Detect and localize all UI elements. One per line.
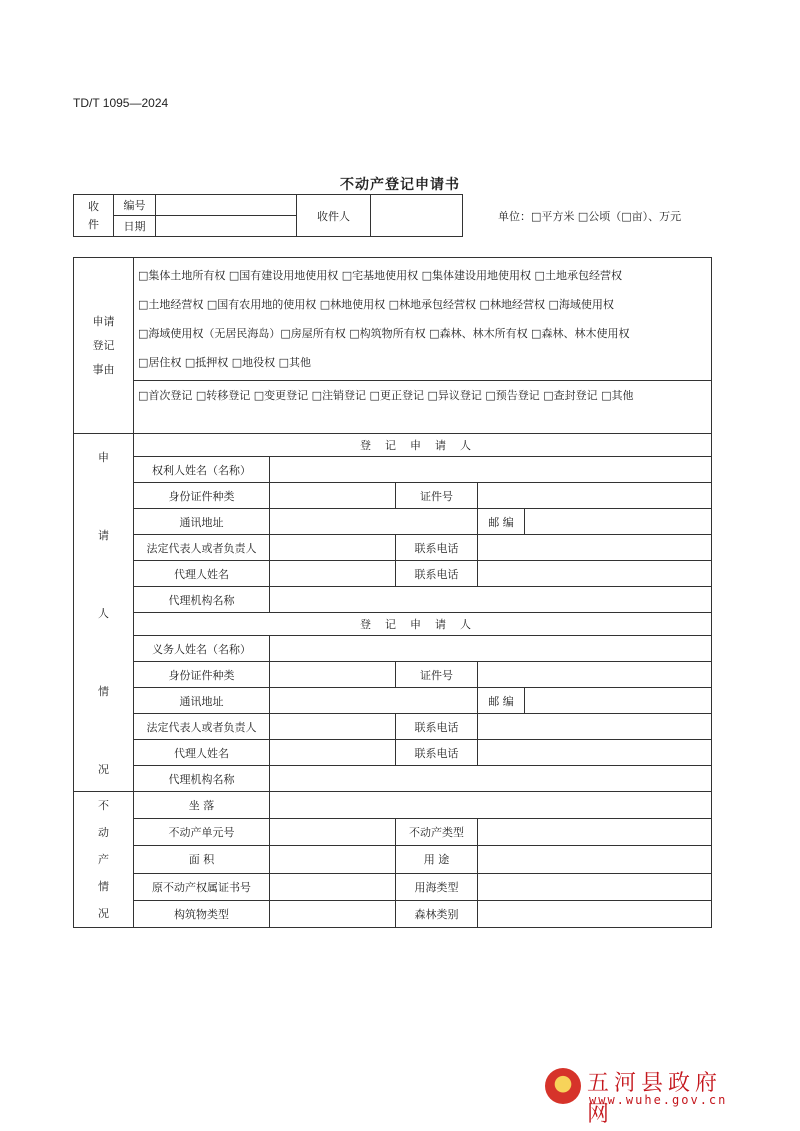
- location-label: 坐 落: [134, 792, 270, 819]
- emblem-icon: [545, 1068, 581, 1104]
- right-holder-phone-field[interactable]: [478, 535, 712, 561]
- page-title: 不动产登记申请书: [340, 177, 460, 193]
- right-holder-agent-label: 代理人姓名: [134, 561, 270, 587]
- orig-cert-field[interactable]: [270, 873, 396, 900]
- right-holder-id-type-field[interactable]: [270, 483, 396, 509]
- right-holder-address-field[interactable]: [270, 509, 478, 535]
- right-holder-agency-field[interactable]: [270, 587, 712, 613]
- right-holder-legal-rep-label: 法定代表人或者负责人: [134, 535, 270, 561]
- forest-type-field[interactable]: [478, 900, 712, 927]
- right-holder-agent-field[interactable]: [270, 561, 396, 587]
- right-holder-id-no-field[interactable]: [478, 483, 712, 509]
- number-field[interactable]: [156, 195, 297, 216]
- unit-note: 单位：□平方米 □公顷（□亩）、万元: [498, 210, 682, 223]
- standard-number: TD/T 1095—2024: [73, 96, 169, 110]
- application-form-table: [73, 257, 712, 928]
- obligor-name-field[interactable]: [270, 636, 712, 662]
- right-holder-postcode-label: 邮 编: [478, 509, 525, 535]
- date-field[interactable]: [156, 216, 297, 237]
- right-holder-phone2-label: 联系电话: [396, 561, 478, 587]
- receipt-table: [73, 194, 463, 237]
- obligor-address-label: 通讯地址: [134, 688, 270, 714]
- orig-cert-label: 原不动产权属证书号: [134, 873, 270, 900]
- obligor-name-label: 义务人姓名（名称）: [134, 636, 270, 662]
- logo-name: 五河县政府网: [587, 1071, 723, 1127]
- rights-line[interactable]: □土地经营权 □国有农用地的使用权 □林地使用权 □林地承包经营权 □林地经营权 □海域使用权: [138, 298, 614, 311]
- structure-type-label: 构筑物类型: [134, 900, 270, 927]
- rights-checklist[interactable]: [134, 258, 712, 381]
- obligor-agency-label: 代理机构名称: [134, 766, 270, 792]
- right-holder-name-label: 权利人姓名（名称）: [134, 457, 270, 483]
- use-label: 用 途: [396, 846, 478, 873]
- obligor-heading: 登记申请人: [134, 613, 712, 636]
- date-label: 日期: [114, 216, 156, 237]
- receiver-field[interactable]: [371, 195, 463, 237]
- unit-no-field[interactable]: [270, 819, 396, 846]
- sea-type-label: 用海类型: [396, 873, 478, 900]
- obligor-postcode-label: 邮 编: [478, 688, 525, 714]
- area-field[interactable]: [270, 846, 396, 873]
- right-holder-address-label: 通讯地址: [134, 509, 270, 535]
- right-holder-heading: 登记申请人: [134, 434, 712, 457]
- obligor-phone-label: 联系电话: [396, 714, 478, 740]
- obligor-agency-field[interactable]: [270, 766, 712, 792]
- right-holder-id-no-label: 证件号: [396, 483, 478, 509]
- receipt-label: 收 件: [74, 195, 114, 237]
- obligor-phone2-field[interactable]: [478, 740, 712, 766]
- logo-url: www.wuhe.gov.cn: [589, 1093, 728, 1107]
- obligor-id-type-field[interactable]: [270, 662, 396, 688]
- obligor-address-field[interactable]: [270, 688, 478, 714]
- property-type-label: 不动产类型: [396, 819, 478, 846]
- right-holder-agency-label: 代理机构名称: [134, 587, 270, 613]
- right-holder-phone-label: 联系电话: [396, 535, 478, 561]
- property-label: 不 动 产 情 况: [74, 792, 134, 928]
- rights-line[interactable]: □海域使用权（无居民海岛）□房屋所有权 □构筑物所有权 □森林、林木所有权 □森林、林木使用权: [138, 327, 630, 340]
- use-field[interactable]: [478, 846, 712, 873]
- right-holder-postcode-field[interactable]: [525, 509, 712, 535]
- obligor-id-no-label: 证件号: [396, 662, 478, 688]
- sea-type-field[interactable]: [478, 873, 712, 900]
- applicant-label: 申 请 人 情 况: [74, 434, 134, 792]
- unit-no-label: 不动产单元号: [134, 819, 270, 846]
- obligor-legal-rep-label: 法定代表人或者负责人: [134, 714, 270, 740]
- forest-type-label: 森林类别: [396, 900, 478, 927]
- location-field[interactable]: [270, 792, 712, 819]
- rights-line[interactable]: □集体土地所有权 □国有建设用地使用权 □宅基地使用权 □集体建设用地使用权 □土地承包经营权: [138, 269, 622, 282]
- right-holder-name-field[interactable]: [270, 457, 712, 483]
- structure-type-field[interactable]: [270, 900, 396, 927]
- reason-label: 申请 登记 事由: [74, 258, 134, 434]
- right-holder-id-type-label: 身份证件种类: [134, 483, 270, 509]
- obligor-id-type-label: 身份证件种类: [134, 662, 270, 688]
- obligor-id-no-field[interactable]: [478, 662, 712, 688]
- registration-types-checklist[interactable]: □首次登记 □转移登记 □变更登记 □注销登记 □更正登记 □异议登记 □预告登记 □查封登记 □其他: [134, 381, 712, 434]
- obligor-agent-label: 代理人姓名: [134, 740, 270, 766]
- area-label: 面 积: [134, 846, 270, 873]
- site-logo[interactable]: [545, 1068, 745, 1127]
- right-holder-phone2-field[interactable]: [478, 561, 712, 587]
- property-type-field[interactable]: [478, 819, 712, 846]
- obligor-phone2-label: 联系电话: [396, 740, 478, 766]
- right-holder-legal-rep-field[interactable]: [270, 535, 396, 561]
- obligor-postcode-field[interactable]: [525, 688, 712, 714]
- obligor-legal-rep-field[interactable]: [270, 714, 396, 740]
- number-label: 编号: [114, 195, 156, 216]
- obligor-phone-field[interactable]: [478, 714, 712, 740]
- receiver-label: 收件人: [297, 195, 371, 237]
- obligor-agent-field[interactable]: [270, 740, 396, 766]
- rights-line[interactable]: □居住权 □抵押权 □地役权 □其他: [138, 356, 312, 369]
